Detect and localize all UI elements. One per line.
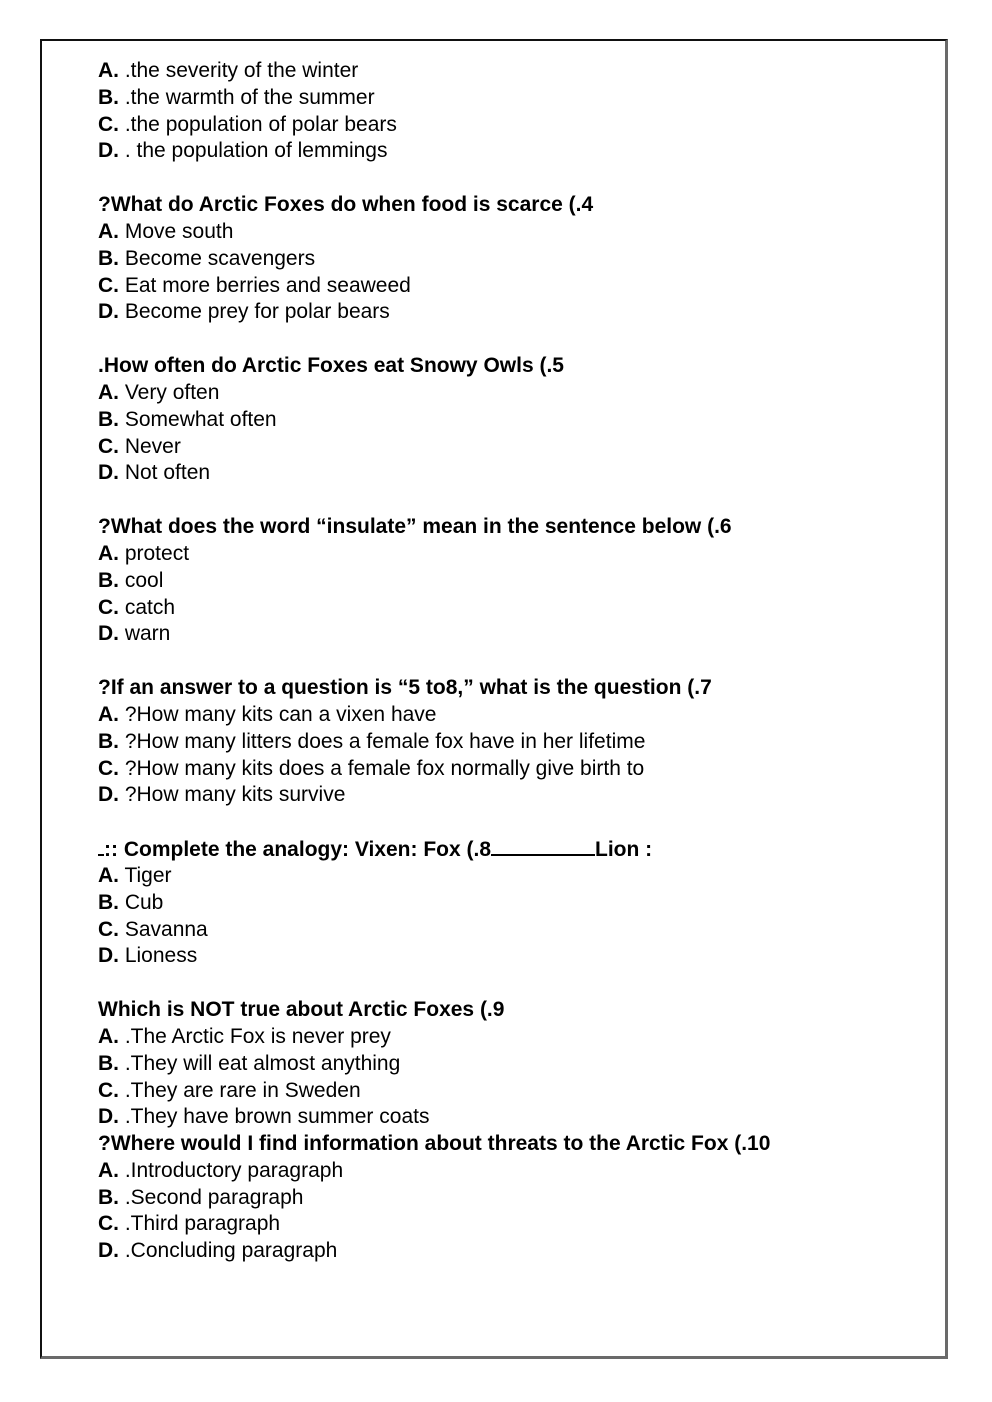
option-3a[interactable] [98,58,918,85]
option-letter: C. [98,1212,119,1236]
option-6b[interactable] [98,568,918,595]
option-letter: C. [98,756,119,780]
option-8d[interactable] [98,943,918,970]
question-6-block [98,514,918,648]
option-text: .the severity of the winter [119,59,359,82]
option-3c[interactable] [98,112,918,139]
option-letter: B. [98,1185,119,1209]
option-text: .the warmth of the summer [119,85,375,109]
option-letter: D. [98,1239,119,1263]
option-text: .Second paragraph [119,1185,304,1209]
option-letter: B. [98,407,119,431]
option-text: Never [119,434,181,458]
option-9d[interactable] [98,1104,918,1131]
question-7-block [98,675,918,809]
option-letter: D. [98,1105,119,1129]
option-letter: C. [98,273,119,297]
option-letter: A. [98,380,119,404]
option-letter: C. [98,112,119,136]
option-text: Cub [119,890,164,914]
option-letter: B. [98,246,119,270]
option-4a[interactable] [98,219,918,246]
option-letter: A. [98,1158,119,1182]
option-7d[interactable] [98,782,918,809]
option-letter: B. [98,85,119,109]
question-6-text: ?What does the word “insulate” mean in the sentence below (.6 [98,515,732,539]
question-10-block [98,1131,918,1265]
option-text: .They will eat almost anything [119,1051,401,1075]
option-text: ?How many kits does a female fox normally give birth to [119,756,645,780]
option-text: Eat more berries and seaweed [119,273,411,297]
option-letter: A. [98,59,119,82]
option-7b[interactable] [98,729,918,756]
option-text: .Introductory paragraph [119,1158,344,1182]
option-7a[interactable] [98,702,918,729]
question-3-block [98,58,918,165]
option-5b[interactable] [98,407,918,434]
option-8c[interactable] [98,917,918,944]
option-6c[interactable] [98,595,918,622]
option-letter: A. [98,702,119,726]
option-10b[interactable] [98,1185,918,1212]
option-9b[interactable] [98,1051,918,1078]
option-4c[interactable] [98,273,918,300]
option-text: Tiger [119,863,172,887]
option-letter: D. [98,783,119,807]
option-text: .Third paragraph [119,1212,281,1236]
question-7-text: ?If an answer to a question is “5 to8,” what is the question (.7 [98,676,712,700]
option-letter: C. [98,1078,119,1102]
option-letter: D. [98,139,119,163]
option-text: . the population of lemmings [119,139,388,163]
option-8b[interactable] [98,890,918,917]
option-letter: C. [98,917,119,941]
option-text: protect [119,541,190,565]
option-text: warn [119,622,171,646]
option-text: Move south [119,219,234,243]
option-text: .They have brown summer coats [119,1105,430,1129]
option-9c[interactable] [98,1078,918,1105]
option-text: Very often [119,380,220,404]
option-letter: D. [98,944,119,968]
option-letter: B. [98,729,119,753]
question-4-text: ?What do Arctic Foxes do when food is scarce (.4 [98,193,594,217]
option-letter: B. [98,568,119,592]
option-3b[interactable] [98,85,918,112]
option-5a[interactable] [98,380,918,407]
option-letter: C. [98,434,119,458]
question-5-block [98,353,918,487]
option-letter: B. [98,1051,119,1075]
option-10d[interactable] [98,1238,918,1265]
question-9-block [98,997,918,1131]
option-text: ?How many kits can a vixen have [119,702,437,726]
option-text: cool [119,568,164,592]
option-3d[interactable] [98,138,918,165]
question-8-text [98,836,918,863]
option-text: Lioness [119,944,198,968]
question-9-text: Which is NOT true about Arctic Foxes (.9 [98,998,505,1022]
option-text: ?How many kits survive [119,783,346,807]
option-4b[interactable] [98,246,918,273]
option-letter: C. [98,595,119,619]
question-5-text: .How often do Arctic Foxes eat Snowy Owls (.5 [98,354,564,378]
option-text: Become prey for polar bears [119,300,390,324]
option-letter: A. [98,541,119,565]
option-8a[interactable] [98,863,918,890]
worksheet-content [98,58,918,1265]
option-text: Not often [119,461,211,485]
answer-blank[interactable] [491,836,595,856]
option-letter: A. [98,1024,119,1048]
option-letter: D. [98,622,119,646]
question-8-prefix: :: Complete the analogy: Vixen: Fox (.8 [104,838,492,862]
option-text: .The Arctic Fox is never prey [119,1024,391,1048]
option-5c[interactable] [98,434,918,461]
option-10c[interactable] [98,1211,918,1238]
option-letter: B. [98,890,119,914]
option-text: Somewhat often [119,407,277,431]
option-6d[interactable] [98,621,918,648]
option-text: Become scavengers [119,246,316,270]
question-10-text: ?Where would I find information about threats to the Arctic Fox (.10 [98,1132,771,1156]
option-text: Savanna [119,917,208,941]
option-6a[interactable] [98,541,918,568]
option-letter: D. [98,461,119,485]
option-text: ?How many litters does a female fox have in her lifetime [119,729,646,753]
option-4d[interactable] [98,299,918,326]
question-4-block [98,192,918,326]
option-text: .Concluding paragraph [119,1239,338,1263]
question-8-block [98,836,918,970]
option-7c[interactable] [98,756,918,783]
option-10a[interactable] [98,1158,918,1185]
option-text: catch [119,595,176,619]
option-text: .They are rare in Sweden [119,1078,361,1102]
option-5d[interactable] [98,460,918,487]
option-letter: A. [98,863,119,887]
option-text: .the population of polar bears [119,112,397,136]
question-8-suffix: Lion : [595,838,653,862]
option-letter: D. [98,300,119,324]
option-letter: A. [98,219,119,243]
option-9a[interactable] [98,1024,918,1051]
